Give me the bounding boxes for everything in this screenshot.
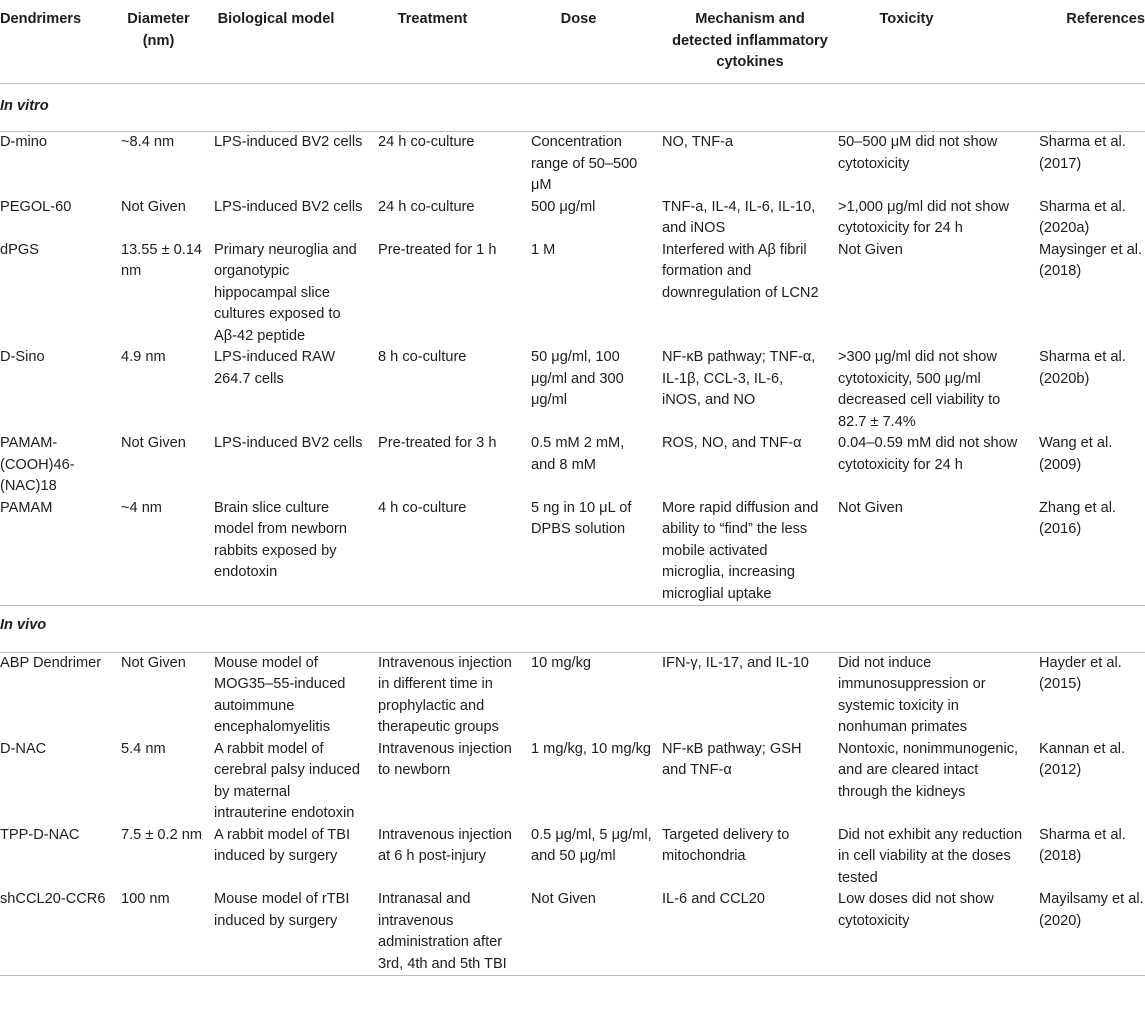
table-row	[0, 498, 1145, 606]
table-cell: LPS-induced BV2 cells	[214, 435, 363, 451]
table-cell: Kannan et al. (2012)	[1039, 740, 1126, 778]
header-dendrimers: Dendrimers	[0, 0, 121, 83]
table-cell: Maysinger et al. (2018)	[1039, 241, 1143, 279]
section-title: In vivo	[0, 606, 1145, 653]
section-row	[0, 606, 1145, 653]
header-toxicity: Toxicity	[838, 0, 1039, 83]
header-biological-model: Biological model	[214, 0, 378, 83]
table-cell: Interfered with Aβ fibril formation and downregulation of LCN2	[662, 241, 819, 301]
table-cell: NF-κB pathway; TNF-α, IL-1β, CCL-3, IL-6, iNOS, and NO	[662, 349, 816, 408]
table-cell: D-NAC	[0, 740, 47, 757]
table-cell: PAMAM-(COOH)46-(NAC)18	[0, 435, 75, 494]
table-cell: Not Given	[838, 241, 903, 258]
table-row	[0, 347, 1145, 433]
header-diameter: Diameter (nm)	[121, 0, 214, 83]
table-cell: TPP-D-NAC	[0, 826, 80, 843]
header-references: References	[1039, 0, 1145, 83]
table-cell: Nontoxic, nonimmunogenic, and are cleared intact through the kidneys	[838, 740, 1019, 800]
table-cell: Did not induce immunosuppression or systemic toxicity in nonhuman primates	[838, 654, 986, 735]
table-cell: 10 mg/kg	[531, 654, 592, 671]
table-cell: Brain slice culture model from newborn rabbits exposed by endotoxin	[214, 499, 348, 580]
table-cell: Intranasal and intravenous administration after 3rd, 4th and 5th TBI	[378, 889, 531, 976]
table-cell: Low doses did not show cytotoxicity	[838, 889, 1039, 976]
table-row	[0, 240, 1145, 348]
table-cell: More rapid diffusion and ability to “find” the less mobile activated microglia, increasing microglial uptake	[662, 499, 819, 602]
table-cell: D-mino	[0, 134, 48, 150]
table-cell: 0.04–0.59 mM did not show cytotoxicity for 24 h	[838, 435, 1018, 473]
table-cell: 4.9 nm	[121, 349, 166, 365]
table-cell: LPS-induced BV2 cells	[214, 134, 363, 150]
table-cell: Sharma et al. (2020b)	[1039, 349, 1126, 387]
header-dose: Dose	[531, 0, 662, 83]
table-cell: Sharma et al. (2020a)	[1039, 198, 1126, 236]
table-cell: 1 mg/kg, 10 mg/kg	[531, 740, 652, 757]
table-cell: Did not exhibit any reduction in cell viability at the doses tested	[838, 826, 1023, 886]
table-cell: NO, TNF-a	[662, 134, 734, 150]
table-cell: LPS-induced BV2 cells	[214, 198, 363, 215]
table-cell: IFN-γ, IL-17, and IL-10	[662, 654, 809, 671]
table-cell: >300 μg/ml did not show cytotoxicity, 500 μg/ml decreased cell viability to 82.7 ± 7.4%	[838, 349, 1001, 430]
table-cell: Concentration range of 50–500 μM	[531, 134, 638, 193]
table-cell: 0.5 mM 2 mM, and 8 mM	[531, 435, 625, 473]
table-cell: Intravenous injection at 6 h post-injury	[378, 826, 512, 864]
table-cell: LPS-induced RAW 264.7 cells	[214, 349, 336, 387]
table-cell: Sharma et al. (2017)	[1039, 134, 1126, 172]
section-title: In vitro	[0, 83, 1145, 132]
table-cell: NF-κB pathway; GSH and TNF-α	[662, 740, 802, 778]
table-row	[0, 433, 1145, 498]
table-cell: ABP Dendrimer	[0, 654, 102, 671]
table-cell: >1,000 μg/ml did not show cytotoxicity for 24 h	[838, 198, 1010, 236]
table-cell: 13.55 ± 0.14 nm	[121, 241, 203, 279]
table-cell: Pre-treated for 1 h	[378, 241, 497, 258]
table-row	[0, 739, 1145, 825]
table-cell: Not Given	[121, 654, 186, 671]
table-cell: 100 nm	[121, 889, 214, 976]
table-cell: 4 h co-culture	[378, 499, 467, 516]
table-cell: Hayder et al. (2015)	[1039, 654, 1122, 692]
table-cell: Not Given	[121, 435, 186, 451]
table-cell: A rabbit model of cerebral palsy induced by maternal intrauterine endotoxin	[214, 740, 361, 821]
table-row	[0, 132, 1145, 197]
table-cell: Zhang et al. (2016)	[1039, 499, 1117, 537]
table-cell: A rabbit model of TBI induced by surgery	[214, 826, 351, 864]
table-cell: 1 M	[531, 241, 556, 258]
table-cell: Mayilsamy et al. (2020)	[1039, 889, 1145, 976]
table-cell: Not Given	[531, 889, 662, 976]
table-cell: 5 ng in 10 μL of DPBS solution	[531, 499, 632, 537]
table-cell: Intravenous injection in different time in prophylactic and therapeutic groups	[378, 654, 512, 735]
table-cell: 24 h co-culture	[378, 134, 475, 150]
table-cell: Not Given	[838, 499, 903, 516]
table-cell: IL-6 and CCL20	[662, 889, 838, 976]
table-cell: Not Given	[121, 198, 186, 215]
table-cell: 50–500 μM did not show cytotoxicity	[838, 134, 998, 172]
table-cell: Mouse model of MOG35–55-induced autoimmune encephalomyelitis	[214, 654, 346, 735]
table-row	[0, 652, 1145, 739]
table-cell: Intravenous injection to newborn	[378, 740, 512, 778]
table-cell: Targeted delivery to mitochondria	[662, 826, 790, 864]
table-cell: Sharma et al. (2018)	[1039, 826, 1126, 864]
table-cell: 0.5 μg/ml, 5 μg/ml, and 50 μg/ml	[531, 826, 652, 864]
table-row	[0, 825, 1145, 890]
table-cell: PEGOL-60	[0, 198, 72, 215]
table-cell: TNF-a, IL-4, IL-6, IL-10, and iNOS	[662, 198, 816, 236]
table-cell: ~4 nm	[121, 499, 162, 516]
table-header-row	[0, 0, 1145, 83]
table-cell: 5.4 nm	[121, 740, 166, 757]
table-cell: dPGS	[0, 241, 39, 258]
table-cell: 50 μg/ml, 100 μg/ml and 300 μg/ml	[531, 349, 624, 408]
section-row	[0, 83, 1145, 132]
table-cell: Wang et al. (2009)	[1039, 435, 1113, 473]
table-cell: PAMAM	[0, 499, 53, 516]
table-cell: Primary neuroglia and organotypic hippocampal slice cultures exposed to Aβ-42 peptide	[214, 241, 357, 344]
table-cell: shCCL20-CCR6	[0, 889, 121, 976]
table-cell: D-Sino	[0, 349, 45, 365]
table-body	[0, 83, 1145, 976]
table-cell: ROS, NO, and TNF-α	[662, 435, 802, 451]
table-cell: Mouse model of rTBI induced by surgery	[214, 889, 378, 976]
table-cell: 8 h co-culture	[378, 349, 467, 365]
table-cell: ~8.4 nm	[121, 134, 175, 150]
table-row	[0, 197, 1145, 240]
table-cell: 24 h co-culture	[378, 198, 475, 215]
header-treatment: Treatment	[378, 0, 531, 83]
table-row	[0, 889, 1145, 976]
table-cell: 500 μg/ml	[531, 198, 596, 215]
table-cell: Pre-treated for 3 h	[378, 435, 497, 451]
header-mechanism: Mechanism and detected inflammatory cytokines	[662, 0, 838, 83]
table-cell: 7.5 ± 0.2 nm	[121, 826, 203, 843]
